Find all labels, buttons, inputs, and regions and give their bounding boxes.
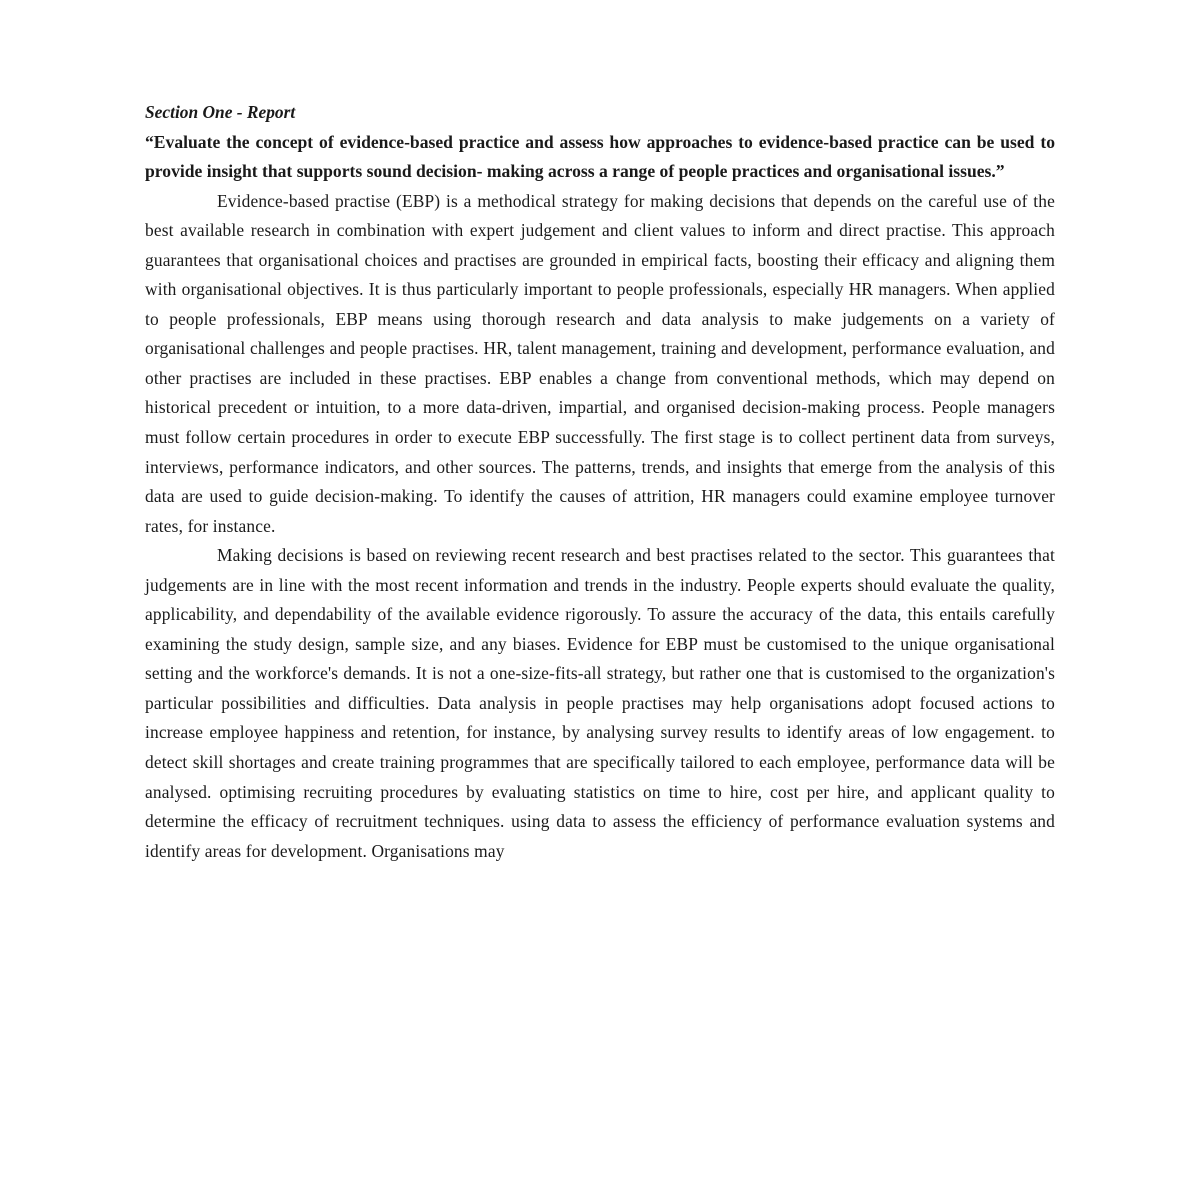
document-page — [145, 98, 1055, 866]
report-question: “Evaluate the concept of evidence-based practice and assess how approaches to evidence-based practice can be used to provide insight that supports sound decision- making across a range of people practices and organisational issues.” — [145, 131, 1055, 182]
section-title: Section One - Report — [145, 102, 296, 122]
body-paragraph: Evidence-based practise (EBP) is a methodical strategy for making decisions that depends on the careful use of the best available research in combination with expert judgement and client values to inform and direct practise. This approach guarantees that organisational choices and practises are grounded in empirical facts, boosting their efficacy and aligning them with organisational objectives. It is thus particularly important to people professionals, especially HR managers. When applied to people professionals, EBP means using thorough research and data analysis to make judgements on a variety of organisational challenges and people practises. HR, talent management, training and development, performance evaluation, and other practises are included in these practises. EBP enables a change from conventional methods, which may depend on historical precedent or intuition, to a more data-driven, impartial, and organised decision-making process. People managers must follow certain procedures in order to execute EBP successfully. The first stage is to collect pertinent data from surveys, interviews, performance indicators, and other sources. The patterns, trends, and insights that emerge from the analysis of this data are used to guide decision-making. To identify the causes of attrition, HR managers could examine employee turnover rates, for instance. — [145, 190, 1055, 536]
body-paragraph: Making decisions is based on reviewing recent research and best practises related to the sector. This guarantees that judgements are in line with the most recent information and trends in the industry. People experts should evaluate the quality, applicability, and dependability of the available evidence rigorously. To assure the accuracy of the data, this entails carefully examining the study design, sample size, and any biases. Evidence for EBP must be customised to the unique organisational setting and the workforce's demands. It is not a one-size-fits-all strategy, but rather one that is customised to the organization's particular possibilities and difficulties. Data analysis in people practises may help organisations adopt focused actions to increase employee happiness and retention, for instance, by analysing survey results to identify areas of low engagement. to detect skill shortages and create training programmes that are specifically tailored to each employee, performance data will be analysed. optimising recruiting procedures by evaluating statistics on time to hire, cost per hire, and applicant quality to determine the efficacy of recruitment techniques. using data to assess the efficiency of performance evaluation systems and identify areas for development. Organisations may — [145, 545, 1055, 861]
